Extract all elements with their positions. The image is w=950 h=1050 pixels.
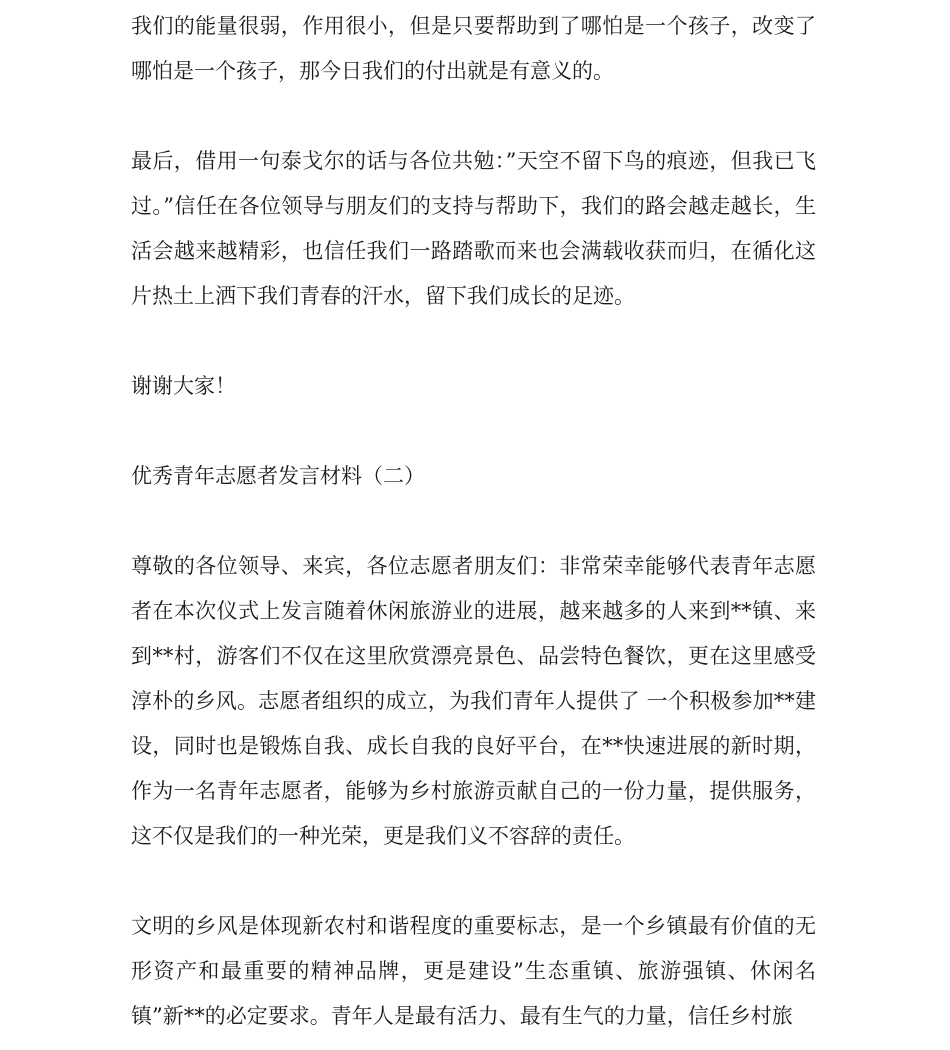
section-title: 优秀青年志愿者发言材料（二）	[131, 464, 425, 488]
paragraph-thanks: 谢谢大家！	[131, 374, 236, 398]
document-body	[131, 4, 816, 1039]
paragraph-greeting: 尊敬的各位领导、来宾，各位志愿者朋友们：非常荣幸能够代表青年志愿者在本次仪式上发言随着休闲旅游业的进展，越来越多的人来到**镇、来到**村，游客们不仅在这里欣赏漂亮景色、品尝特色餐饮，更在这里感受淳朴的乡风。志愿者组织的成立，为我们青年人提供了 一个积极参加**建设，同时也是锻炼自我、成长自我的良好平台，在**快速进展的新时期，作为一名青年志愿者，能够为乡村旅游贡献自己的一份力量，提供服务，这不仅是我们的一种光荣，更是我们义不容辞的责任。	[131, 554, 816, 848]
paragraph-civilized-custom: 文明的乡风是体现新农村和谐程度的重要标志，是一个乡镇最有价值的无形资产和最重要的精神品牌，更是建设”生态重镇、旅游强镇、休闲名镇”新**的必定要求。青年人是最有活力、最有生气的力量，信任乡村旅	[131, 914, 816, 1028]
paragraph-closing-remarks: 我们的能量很弱，作用很小，但是只要帮助到了哪怕是一个孩子，改变了哪怕是一个孩子，那今日我们的付出就是有意义的。	[131, 14, 816, 83]
paragraph-tagore-quote: 最后，借用一句泰戈尔的话与各位共勉：”天空不留下鸟的痕迹，但我已飞过。”信任在各位领导与朋友们的支持与帮助下，我们的路会越走越长，生活会越来越精彩，也信任我们一路踏歌而来也会满载收获而归，在循化这片热土上洒下我们青春的汗水，留下我们成长的足迹。	[131, 149, 816, 308]
